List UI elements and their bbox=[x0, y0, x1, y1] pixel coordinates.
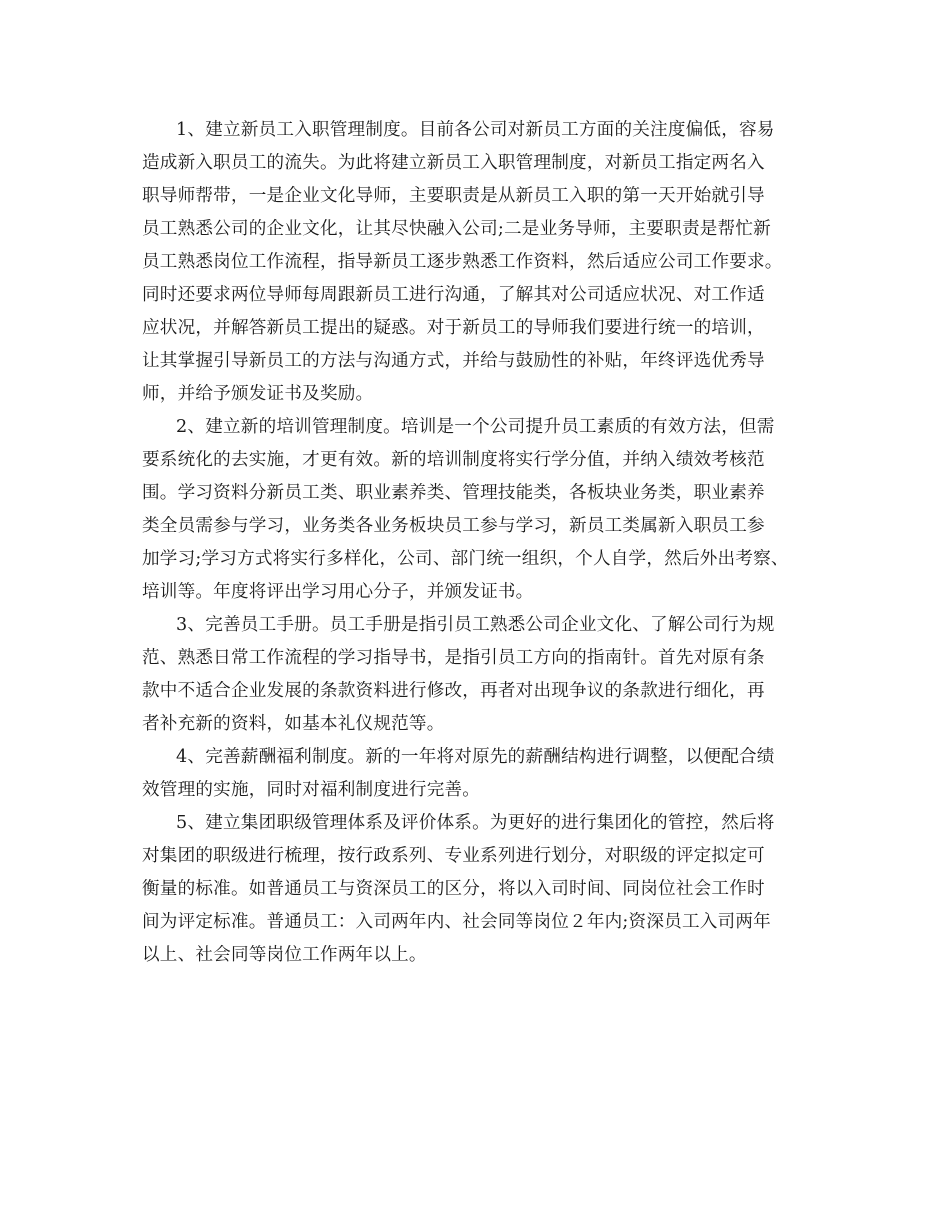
paragraph-line: 应状况，并解答新员工提出的疑惑。对于新员工的导师我们要进行统一的培训， bbox=[142, 318, 765, 338]
paragraph-line: 范、熟悉日常工作流程的学习指导书，是指引员工方向的指南针。首先对原有条 bbox=[142, 648, 765, 668]
paragraph-line: 2、建立新的培训管理制度。培训是一个公司提升员工素质的有效方法，但需 bbox=[176, 417, 775, 437]
paragraph-line: 同时还要求两位导师每周跟新员工进行沟通，了解其对公司适应状况、对工作适 bbox=[142, 285, 765, 305]
paragraph-3 bbox=[142, 609, 822, 741]
paragraph-line: 1、建立新员工入职管理制度。目前各公司对新员工方面的关注度偏低，容易 bbox=[176, 120, 775, 140]
paragraph-line: 者补充新的资料，如基本礼仪规范等。 bbox=[142, 714, 445, 734]
paragraph-line: 款中不适合企业发展的条款资料进行修改，再者对出现争议的条款进行细化，再 bbox=[142, 681, 765, 701]
paragraph-line: 以上、社会同等岗位工作两年以上。 bbox=[142, 945, 427, 965]
document-body bbox=[142, 114, 822, 972]
paragraph-line: 围。学习资料分新员工类、职业素养类、管理技能类，各板块业务类，职业素养 bbox=[142, 483, 765, 503]
paragraph-line: 要系统化的去实施，才更有效。新的培训制度将实行学分值，并纳入绩效考核范 bbox=[142, 450, 765, 470]
paragraph-line: 间为评定标准。普通员工：入司两年内、社会同等岗位２年内;资深员工入司两年 bbox=[142, 912, 771, 932]
paragraph-line: 效管理的实施，同时对福利制度进行完善。 bbox=[142, 780, 481, 800]
paragraph-line: 4、完善薪酬福利制度。新的一年将对原先的薪酬结构进行调整，以便配合绩 bbox=[176, 747, 775, 767]
paragraph-line: 加学习;学习方式将实行多样化，公司、部门统一组织，个人自学，然后外出考察、 bbox=[142, 549, 789, 569]
paragraph-4 bbox=[142, 741, 822, 807]
paragraph-line: 5、建立集团职级管理体系及评价体系。为更好的进行集团化的管控，然后将 bbox=[176, 813, 775, 833]
paragraph-line: 师，并给予颁发证书及奖励。 bbox=[142, 384, 374, 404]
paragraph-line: 职导师帮带，一是企业文化导师，主要职责是从新员工入职的第一天开始就引导 bbox=[142, 186, 765, 206]
paragraph-line: 员工熟悉公司的企业文化，让其尽快融入公司;二是业务导师，主要职责是帮忙新 bbox=[142, 219, 771, 239]
paragraph-line: 培训等。年度将评出学习用心分子，并颁发证书。 bbox=[142, 582, 534, 602]
paragraph-2 bbox=[142, 411, 822, 609]
paragraph-line: 造成新入职员工的流失。为此将建立新员工入职管理制度，对新员工指定两名入 bbox=[142, 153, 765, 173]
paragraph-line: 类全员需参与学习，业务类各业务板块员工参与学习，新员工类属新入职员工参 bbox=[142, 516, 765, 536]
paragraph-line: 员工熟悉岗位工作流程，指导新员工逐步熟悉工作资料，然后适应公司工作要求。 bbox=[142, 252, 783, 272]
paragraph-line: 对集团的职级进行梳理，按行政系列、专业系列进行划分，对职级的评定拟定可 bbox=[142, 846, 765, 866]
paragraph-1 bbox=[142, 114, 822, 411]
paragraph-line: 让其掌握引导新员工的方法与沟通方式，并给与鼓励性的补贴，年终评选优秀导 bbox=[142, 351, 765, 371]
paragraph-line: 衡量的标准。如普通员工与资深员工的区分，将以入司时间、同岗位社会工作时 bbox=[142, 879, 765, 899]
paragraph-line: 3、完善员工手册。员工手册是指引员工熟悉公司企业文化、了解公司行为规 bbox=[176, 615, 775, 635]
paragraph-5 bbox=[142, 807, 822, 972]
